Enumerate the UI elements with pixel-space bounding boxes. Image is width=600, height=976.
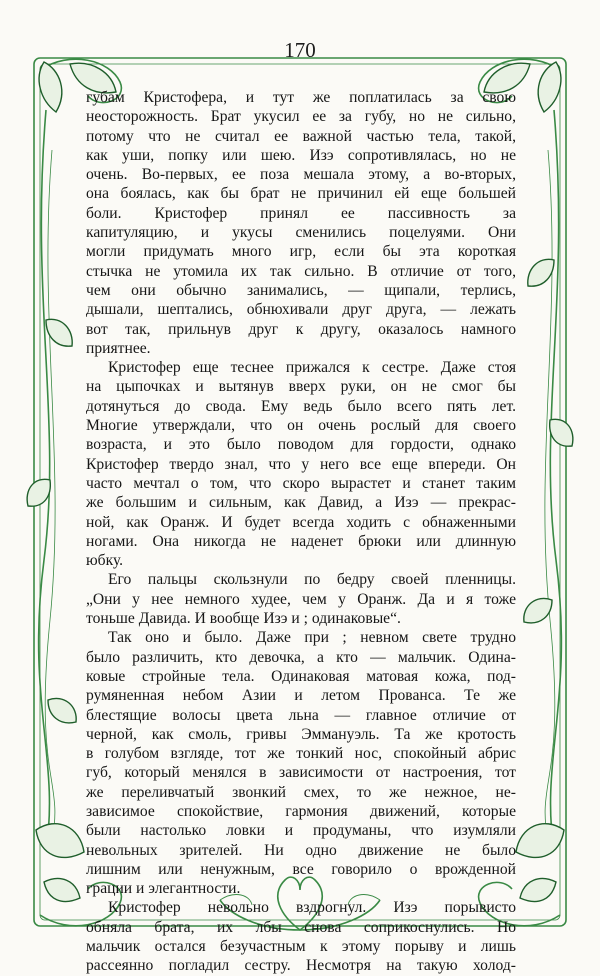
paragraph-start-line: Кристофер невольно вздрогнул. Изэ порывисто [108, 899, 516, 917]
text-line: как уши, попку или шею. Изэ сопротивлялась, но не [86, 146, 516, 164]
text-line: „Они у нее немного худее, чем у Оранж. Да и я тоже [86, 590, 516, 608]
text-line: в голубом взгляде, тот же тонкий нос, спокойный абрис [86, 745, 516, 763]
text-line: она боялась, как бы брат не причинил ей еще большей [86, 185, 516, 203]
text-line: лишним или ненужным, все говорило о врожденной [86, 860, 516, 878]
text-line: тоньше Давида. И вообще Изэ и ; одинаковые“. [86, 610, 401, 628]
paragraph-start-line: Так оно и было. Даже при ; невном свете трудно [108, 629, 516, 647]
text-line: очень. Во-первых, ее поза мешала этому, а во-вторых, [86, 166, 516, 184]
text-line: грации и элегантности. [86, 880, 241, 898]
text-line: могли придумать много игр, если бы эта короткая [86, 243, 516, 261]
text-line: ковые стройные тела. Одинаковая матовая кожа, под- [86, 667, 516, 685]
text-line: дышали, шептались, обнюхивали друг друга, — лежать [86, 301, 516, 319]
text-line: обняла брата, их лбы снова соприкоснулись. Но [86, 918, 516, 936]
text-line: же большим и сильным, как Давид, а Изэ — прекрас- [86, 494, 516, 512]
body-text [86, 88, 516, 976]
text-line: на цыпочках и вытянув вверх руки, он не смог бы [86, 378, 516, 396]
text-line: же переливчатый звонкий смех, то же нежное, не- [86, 783, 516, 801]
text-line: неосторожность. Брат укусил ее за губу, но не сильно, [86, 108, 516, 126]
text-line: зависимое спокойствие, гармония движений, которые [86, 802, 516, 820]
text-line: губам Кристофера, и тут же поплатилась за свою [86, 89, 516, 106]
page-number: 170 [284, 38, 316, 62]
text-line: вот так, прильнув друг к другу, оказалось намного [86, 320, 516, 338]
paragraph-start-line: Кристофер еще теснее прижался к сестре. Даже стоя [108, 359, 516, 377]
text-line: Многие утверждали, что он очень рослый для своего [86, 417, 516, 435]
text-line: румяненная небом Азии и летом Прованса. Те же [86, 687, 516, 705]
text-line: губ, который менялся в зависимости от настроения, тот [86, 764, 516, 782]
text-line: дотянуться до свода. Ему ведь было всего пять лет. [86, 397, 516, 415]
text-line: черной, как смоль, гривы Эммануэль. Та же кротость [86, 725, 516, 743]
text-line: блестящие волосы цвета льна — главное отличие от [86, 706, 516, 724]
text-line: приятнее. [86, 339, 151, 357]
text-line: рассеянно погладил сестру. Несмотря на такую холод- [86, 957, 516, 975]
text-line: ногами. Она никогда не наденет брюки или длинную [86, 532, 516, 550]
text-line: боли. Кристофер принял ее пассивность за [86, 204, 516, 222]
text-line: были настолько ловки и продуманы, что изумляли [86, 822, 516, 840]
paragraph-start-line: Его пальцы скользнули по бедру своей пленницы. [108, 571, 516, 589]
text-line: стычка не утомила их так сильно. В отличие от того, [86, 262, 516, 280]
text-line: юбку. [86, 552, 124, 570]
text-line: было различить, кто девочка, а кто — мальчик. Одина- [86, 648, 516, 666]
text-line: невольных зрителей. Ни одно движение не было [86, 841, 516, 859]
text-line: мальчик остался безучастным к этому порыву и лишь [86, 938, 516, 956]
text-line: Кристофер твердо знал, что у него все еще впереди. Он [86, 455, 516, 473]
text-line: возраста, и это было поводом для гордости, однако [86, 436, 516, 454]
text-line: потому что не считал ее важной частью тела, такой, [86, 127, 516, 145]
text-line: чем они обычно занимались, — щипали, терлись, [86, 281, 516, 299]
text-line: ной, как Оранж. И будет всегда ходить с обнаженными [86, 513, 516, 531]
text-line: капитуляцию, и укусы сменились поцелуями. Они [86, 224, 516, 242]
text-line: часто мечтал о том, что скоро вырастет и станет таким [86, 474, 516, 492]
